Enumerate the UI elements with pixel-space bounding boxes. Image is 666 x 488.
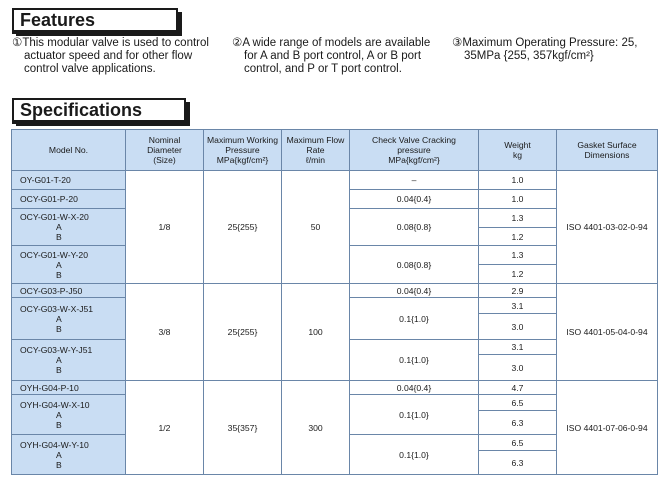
- feature-item-1: [12, 37, 222, 76]
- table-row: [12, 284, 658, 298]
- check-cell: 0.1{1.0}: [350, 340, 479, 381]
- table-row: [12, 381, 658, 395]
- features-title: Features: [12, 8, 178, 32]
- check-cell: 0.08{0.8}: [350, 209, 479, 246]
- feature-text-line2: actuator speed and for other flow: [24, 50, 193, 62]
- feature-item-3: [452, 37, 662, 63]
- model-cell: OCY-G03-W-Y-J51 A B: [12, 340, 126, 381]
- feature-text-line1: This modular valve is used to control: [22, 37, 209, 49]
- weight-cell: 1.0: [479, 171, 557, 190]
- check-cell: 0.1{1.0}: [350, 435, 479, 475]
- size-cell: 3/8: [126, 284, 204, 381]
- model-cell: OCY-G03-W-X-J51 A B: [12, 298, 126, 340]
- model-cell: OY-G01-T-20: [12, 171, 126, 190]
- model-cell: OYH-G04-P-10: [12, 381, 126, 395]
- model-cell: OYH-G04-W-X-10 A B: [12, 395, 126, 435]
- model-cell: OYH-G04-W-Y-10 A B: [12, 435, 126, 475]
- model-cell: OCY-G01-W-X-20 A B: [12, 209, 126, 246]
- weight-cell: 3.1: [479, 340, 557, 355]
- feature-text-line3: control valve applications.: [24, 63, 156, 75]
- weight-cell: 4.7: [479, 381, 557, 395]
- weight-cell: 1.3: [479, 246, 557, 265]
- feature-item-2: [232, 37, 447, 76]
- check-cell: 0.04{0.4}: [350, 381, 479, 395]
- check-cell: 0.08{0.8}: [350, 246, 479, 284]
- table-row: [12, 171, 658, 190]
- feature-marker: ②: [232, 37, 243, 49]
- feature-text-line2: 35MPa {255, 357kgf/cm²}: [464, 50, 594, 62]
- header-weight: Weight kg: [479, 130, 557, 171]
- feature-text-line1: Maximum Operating Pressure: 25,: [462, 37, 638, 49]
- weight-cell: 3.0: [479, 314, 557, 340]
- header-nominal-diameter: Nominal Diameter (Size): [126, 130, 204, 171]
- header-check-valve-cracking: Check Valve Cracking pressure MPa{kgf/cm²}: [350, 130, 479, 171]
- weight-cell: 6.5: [479, 395, 557, 411]
- weight-cell: 3.0: [479, 355, 557, 381]
- gasket-cell: ISO 4401-07-06-0-94: [557, 381, 658, 475]
- header-gasket-surface: Gasket Surface Dimensions: [557, 130, 658, 171]
- weight-cell: 6.5: [479, 435, 557, 451]
- weight-cell: 1.2: [479, 228, 557, 246]
- model-cell: OCY-G01-W-Y-20 A B: [12, 246, 126, 284]
- header-model-no: Model No.: [12, 130, 126, 171]
- table-header-row: [12, 130, 658, 171]
- header-max-working-pressure: Maximum Working Pressure MPa{kgf/cm²}: [204, 130, 282, 171]
- feature-text-line2: for A and B port control, A or B port: [244, 50, 422, 62]
- weight-cell: 6.3: [479, 451, 557, 475]
- size-cell: 1/8: [126, 171, 204, 284]
- flow-cell: 100: [282, 284, 350, 381]
- weight-cell: 1.0: [479, 190, 557, 209]
- gasket-cell: ISO 4401-03-02-0-94: [557, 171, 658, 284]
- check-cell: 0.04{0.4}: [350, 284, 479, 298]
- flow-cell: 50: [282, 171, 350, 284]
- check-cell: 0.1{1.0}: [350, 395, 479, 435]
- specifications-title: Specifications: [12, 98, 186, 122]
- feature-marker: ③: [452, 37, 463, 49]
- weight-cell: 2.9: [479, 284, 557, 298]
- specifications-table: [11, 129, 658, 475]
- header-max-flow-rate: Maximum Flow Rate ℓ/min: [282, 130, 350, 171]
- feature-marker: ①: [12, 37, 23, 49]
- model-cell: OCY-G03-P-J50: [12, 284, 126, 298]
- pressure-cell: 35{357}: [204, 381, 282, 475]
- weight-cell: 1.2: [479, 265, 557, 284]
- pressure-cell: 25{255}: [204, 284, 282, 381]
- weight-cell: 1.3: [479, 209, 557, 228]
- weight-cell: 3.1: [479, 298, 557, 314]
- gasket-cell: ISO 4401-05-04-0-94: [557, 284, 658, 381]
- flow-cell: 300: [282, 381, 350, 475]
- feature-text-line1: A wide range of models are available: [242, 37, 431, 49]
- feature-text-line3: control, and P or T port control.: [244, 63, 402, 75]
- model-cell: OCY-G01-P-20: [12, 190, 126, 209]
- pressure-cell: 25{255}: [204, 171, 282, 284]
- weight-cell: 6.3: [479, 411, 557, 435]
- check-cell: 0.04{0.4}: [350, 190, 479, 209]
- size-cell: 1/2: [126, 381, 204, 475]
- check-cell: –: [350, 171, 479, 190]
- check-cell: 0.1{1.0}: [350, 298, 479, 340]
